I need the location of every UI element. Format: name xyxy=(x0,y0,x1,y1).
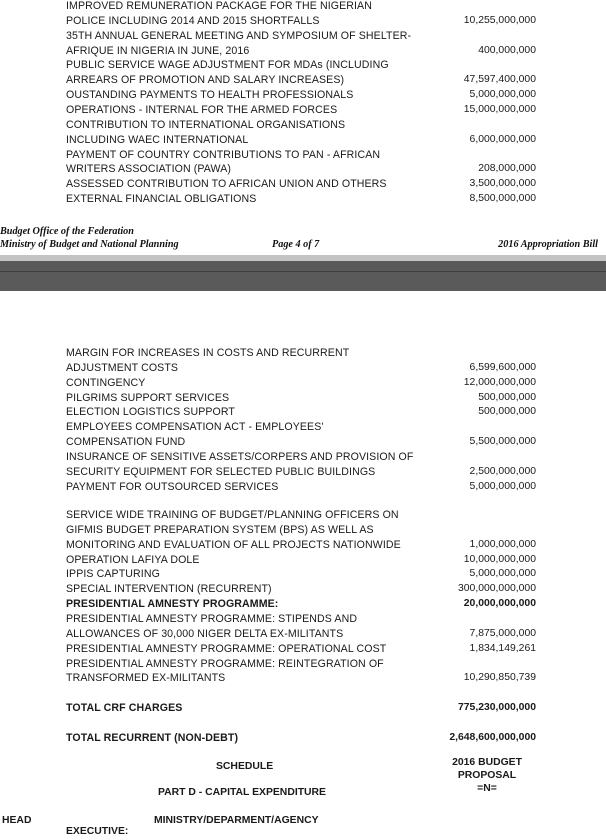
line-description: PRESIDENTIAL AMNESTY PROGRAMME: xyxy=(66,598,279,611)
line-amount: 6,000,000,000 xyxy=(469,133,536,145)
line-amount: 1,000,000,000 xyxy=(469,538,536,550)
line-description: PAYMENT OF COUNTRY CONTRIBUTIONS TO PAN - AFRICAN xyxy=(66,148,381,161)
line-description: IMPROVED REMUNERATION PACKAGE FOR THE NIGERIAN xyxy=(66,0,372,12)
executive-label: EXECUTIVE: xyxy=(66,826,129,837)
line-description: TRANSFORMED EX-MILITANTS xyxy=(66,672,226,685)
line-description: INSURANCE OF SENSITIVE ASSETS/CORPERS AND PROVISION OF xyxy=(66,450,414,463)
ministry-agency-column-label: MINISTRY/DEPARMENT/AGENCY xyxy=(154,815,319,826)
footer-office: Budget Office of the Federation xyxy=(0,226,134,237)
line-amount: 8,500,000,000 xyxy=(469,193,536,205)
line-description: OPERATIONS - INTERNAL FOR THE ARMED FORCES xyxy=(66,103,338,116)
line-description: ASSESSED CONTRIBUTION TO AFRICAN UNION AND OTHERS xyxy=(66,178,387,191)
line-amount: 1,834,149,261 xyxy=(469,642,536,654)
line-amount: 10,255,000,000 xyxy=(463,14,536,26)
line-amount: 5,500,000,000 xyxy=(469,436,536,448)
line-description: WRITERS ASSOCIATION (PAWA) xyxy=(66,163,232,176)
line-description: EMPLOYEES COMPENSATION ACT - EMPLOYEES' xyxy=(66,421,324,434)
total-recurrent-label: TOTAL RECURRENT (NON-DEBT) xyxy=(66,732,239,744)
line-description: IPPIS CAPTURING xyxy=(66,568,160,581)
line-amount: 3,500,000,000 xyxy=(469,178,536,190)
footer-ministry: Ministry of Budget and National Planning xyxy=(0,239,179,250)
line-description: CONTINGENCY xyxy=(66,376,146,389)
line-description: CONTRIBUTION TO INTERNATIONAL ORGANISATIONS xyxy=(66,118,346,131)
separator-line xyxy=(0,271,606,272)
line-description: MARGIN FOR INCREASES IN COSTS AND RECURRENT xyxy=(66,347,350,359)
line-amount: 500,000,000 xyxy=(478,391,536,403)
page-separator xyxy=(0,255,606,291)
line-amount: 10,290,850,739 xyxy=(463,672,536,684)
total-recurrent-amount: 2,648,600,000,000 xyxy=(449,732,536,743)
line-amount: 400,000,000 xyxy=(478,44,536,56)
line-amount: 12,000,000,000 xyxy=(463,376,536,388)
footer-bill-title: 2016 Appropriation Bill xyxy=(498,239,598,250)
line-description: SECURITY EQUIPMENT FOR SELECTED PUBLIC BUILDINGS xyxy=(66,465,376,478)
line-amount: 2,500,000,000 xyxy=(469,465,536,477)
line-description: INCLUDING WAEC INTERNATIONAL xyxy=(66,133,249,146)
footer-page-number: Page 4 of 7 xyxy=(272,239,320,250)
budget-proposal-line1: 2016 BUDGET xyxy=(452,757,522,768)
line-description: ALLOWANCES OF 30,000 NIGER DELTA EX-MILITANTS xyxy=(66,627,344,640)
line-amount: 6,599,600,000 xyxy=(469,361,536,373)
line-description: OPERATION LAFIYA DOLE xyxy=(66,553,200,566)
line-description: PRESIDENTIAL AMNESTY PROGRAMME: STIPENDS AND xyxy=(66,612,358,625)
line-amount: 5,000,000,000 xyxy=(469,89,536,101)
total-crf-label: TOTAL CRF CHARGES xyxy=(66,702,183,714)
line-amount: 7,875,000,000 xyxy=(469,627,536,639)
total-crf-amount: 775,230,000,000 xyxy=(457,702,536,713)
line-description: ELECTION LOGISTICS SUPPORT xyxy=(66,406,235,419)
line-description: COMPENSATION FUND xyxy=(66,436,186,449)
schedule-heading: SCHEDULE xyxy=(216,761,274,772)
line-amount: 47,597,400,000 xyxy=(463,74,536,86)
line-amount: 15,000,000,000 xyxy=(463,103,536,115)
line-description: PRESIDENTIAL AMNESTY PROGRAMME: OPERATIONAL COST xyxy=(66,642,387,655)
line-description: SPECIAL INTERVENTION (RECURRENT) xyxy=(66,583,272,596)
line-amount: 20,000,000,000 xyxy=(463,598,536,610)
line-description: 35TH ANNUAL GENERAL MEETING AND SYMPOSIUM OF SHELTER- xyxy=(66,29,412,42)
line-description: ARREARS OF PROMOTION AND SALARY INCREASES) xyxy=(66,74,345,87)
line-description: EXTERNAL FINANCIAL OBLIGATIONS xyxy=(66,193,257,206)
line-description: PUBLIC SERVICE WAGE ADJUSTMENT FOR MDAs (INCLUDING xyxy=(66,59,389,72)
line-description: GIFMIS BUDGET PREPARATION SYSTEM (BPS) AS WELL AS xyxy=(66,523,374,536)
head-column-label: HEAD xyxy=(2,815,32,826)
budget-proposal-heading xyxy=(430,756,544,795)
line-description: PAYMENT FOR OUTSOURCED SERVICES xyxy=(66,480,279,493)
budget-proposal-line2: PROPOSAL xyxy=(457,770,517,781)
line-amount: 5,000,000,000 xyxy=(469,568,536,580)
line-amount: 300,000,000,000 xyxy=(457,583,536,595)
line-amount: 208,000,000 xyxy=(478,163,536,175)
line-description: PILGRIMS SUPPORT SERVICES xyxy=(66,391,230,404)
line-description: MONITORING AND EVALUATION OF ALL PROJECTS NATIONWIDE xyxy=(66,538,401,551)
line-amount: 5,000,000,000 xyxy=(469,480,536,492)
line-description: PRESIDENTIAL AMNESTY PROGRAMME: REINTEGRATION OF xyxy=(66,657,384,670)
line-amount: 10,000,000,000 xyxy=(463,553,536,565)
line-description: OUSTANDING PAYMENTS TO HEALTH PROFESSIONALS xyxy=(66,89,354,102)
line-description: AFRIQUE IN NIGERIA IN JUNE, 2016 xyxy=(66,44,250,57)
part-d-heading: PART D - CAPITAL EXPENDITURE xyxy=(158,787,326,798)
budget-proposal-line3: =N= xyxy=(477,783,497,794)
line-description: POLICE INCLUDING 2014 AND 2015 SHORTFALLS xyxy=(66,14,320,27)
line-description: SERVICE WIDE TRAINING OF BUDGET/PLANNING OFFICERS ON xyxy=(66,509,399,521)
line-description: ADJUSTMENT COSTS xyxy=(66,361,179,374)
line-amount: 500,000,000 xyxy=(478,406,536,418)
